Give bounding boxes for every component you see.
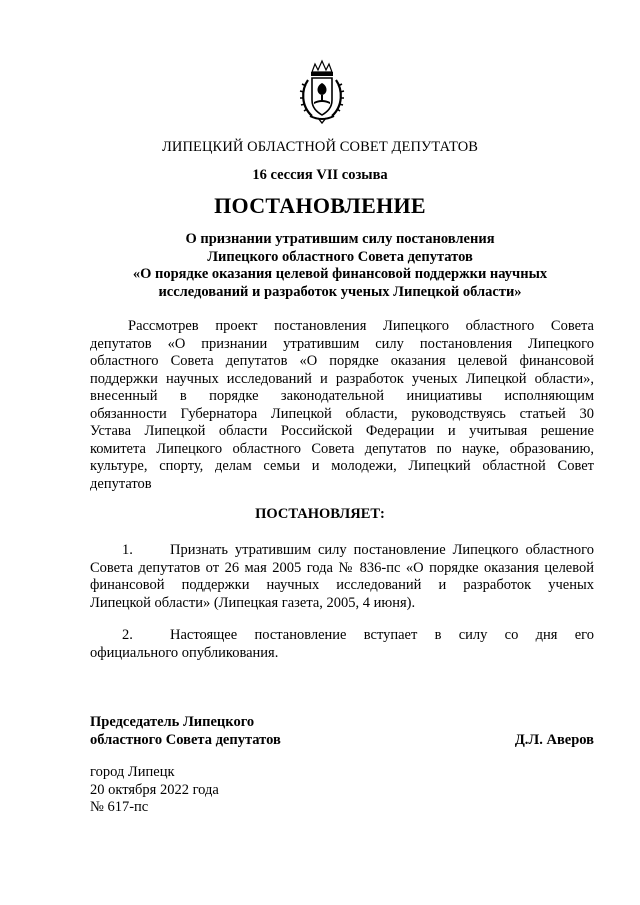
item-number: 1.	[122, 542, 133, 558]
resolves-heading: ПОСТАНОВЛЯЕТ:	[255, 506, 385, 522]
preamble-line: Рассмотрев проект постановления Липецкого областного Совета	[128, 318, 594, 334]
preamble-line: обязанности Губернатора Липецкой области, руководствуясь статьей 30	[90, 405, 594, 422]
organization-name: ЛИПЕЦКИЙ ОБЛАСТНОЙ СОВЕТ ДЕПУТАТОВ	[161, 139, 479, 155]
item-line: Настоящее постановление вступает в силу со дня его	[170, 627, 594, 643]
coat-of-arms-icon	[298, 58, 346, 124]
document-footer	[90, 764, 219, 817]
signature-block	[90, 713, 594, 749]
item-line: Совета депутатов от 26 мая 2005 года № 836-пс «О порядке оказания целевой	[90, 559, 594, 576]
preamble-line: депутатов «О признании утратившим силу постановления Липецкого	[90, 335, 594, 352]
item-number: 2.	[122, 627, 133, 643]
preamble-line: Устава Липецкой области Российской Федерации и учитывая решение	[90, 423, 594, 439]
preamble-line: внесенный в порядке законодательной инициативы исполняющим	[90, 388, 594, 404]
document-subject	[90, 231, 590, 301]
subject-line: «О порядке оказания целевой финансовой поддержки научных	[132, 266, 548, 282]
document-number: № 617-пс	[90, 799, 149, 815]
signatory-name: Д.Л. Аверов	[514, 732, 594, 748]
subject-line: исследований и разработок ученых Липецкой области»	[158, 283, 522, 300]
item-line: финансовой поддержки научных исследований и разработок ученых	[90, 577, 594, 593]
preamble-line: депутатов	[90, 475, 152, 492]
session-label: 16 сессия VII созыва	[252, 167, 388, 183]
item-line: Признать утратившим силу постановление Липецкого областного	[170, 542, 594, 558]
preamble-line: культуре, спорту, делам семьи и молодежи, Липецкий областной Совет	[90, 458, 594, 474]
signatory-position: областного Совета депутатов	[90, 732, 281, 748]
document-date: 20 октября 2022 года	[90, 781, 219, 798]
document-title: ПОСТАНОВЛЕНИЕ	[214, 193, 426, 218]
preamble-line: областного Совета депутатов «О порядке оказания целевой финансовой	[90, 353, 594, 369]
signatory-position: Председатель Липецкого	[90, 714, 255, 730]
city: город Липецк	[90, 764, 175, 780]
subject-line: О признании утратившим силу постановления	[185, 231, 495, 247]
preamble-paragraph	[90, 318, 594, 493]
preamble-line: поддержки научных исследований и разработок ученых Липецкой области»,	[90, 370, 594, 387]
resolution-item-1	[90, 542, 594, 612]
subject-line: Липецкого областного Совета депутатов	[207, 248, 473, 265]
resolution-item-2	[90, 627, 594, 662]
preamble-line: комитета Липецкого областного Совета депутатов по науке, образованию,	[90, 440, 594, 457]
item-line: официального опубликования.	[90, 644, 279, 661]
item-line: Липецкой области» (Липецкая газета, 2005, 4 июня).	[90, 594, 416, 611]
